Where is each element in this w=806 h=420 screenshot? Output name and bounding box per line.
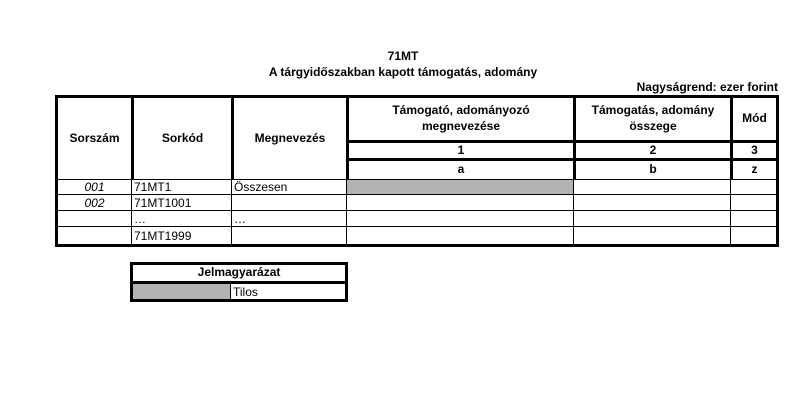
row4-megnevezes: [232, 227, 346, 244]
legend-title: Jelmagyarázat: [133, 265, 345, 281]
row2-col-z[interactable]: [731, 195, 776, 210]
row3-sorszam: [58, 211, 131, 226]
row1-col-a-forbidden: [347, 180, 573, 194]
row2-col-a[interactable]: [347, 195, 573, 210]
header-col3: Mód: [733, 98, 776, 140]
form-code: 71MT: [387, 49, 419, 63]
row1-col-b[interactable]: [574, 180, 730, 194]
col-number-1: 1: [349, 143, 573, 158]
row1-sorkod: 71MT1: [132, 180, 231, 194]
row4-sorszam: [58, 227, 131, 244]
header-col2: Támogatás, adomány összege: [576, 98, 730, 140]
row4-col-b[interactable]: [574, 227, 730, 244]
header-sorszam: Sorszám: [58, 98, 131, 179]
row3-col-z[interactable]: [731, 211, 776, 226]
col-number-3: 3: [733, 143, 776, 158]
row2-megnevezes: [232, 195, 346, 210]
row3-col-b[interactable]: [574, 211, 730, 226]
col-letter-a: a: [349, 161, 573, 179]
legend-forbidden-label: Tilos: [231, 284, 345, 299]
row2-sorszam: 002: [58, 195, 131, 210]
form-title: A tárgyidőszakban kapott támogatás, adomány: [268, 65, 538, 79]
row3-megnevezes: …: [232, 211, 346, 226]
header-col1: Támogató, adományozó megnevezése: [349, 98, 573, 140]
col-letter-b: b: [576, 161, 730, 179]
col-number-2: 2: [576, 143, 730, 158]
header-sorkod: Sorkód: [134, 98, 231, 179]
header-megnevezes: Megnevezés: [234, 98, 346, 179]
legend-forbidden-swatch: [133, 284, 230, 299]
col-letter-z: z: [733, 161, 776, 179]
row2-col-b[interactable]: [574, 195, 730, 210]
data-table: [55, 95, 779, 247]
row1-megnevezes: Összesen: [232, 180, 346, 194]
row1-col-z[interactable]: [731, 180, 776, 194]
row4-col-a[interactable]: [347, 227, 573, 244]
row4-sorkod: 71MT1999: [132, 227, 231, 244]
unit-label: Nagyságrend: ezer forint: [636, 80, 778, 94]
row1-sorszam: 001: [58, 180, 131, 194]
row4-col-z[interactable]: [731, 227, 776, 244]
row3-col-a[interactable]: [347, 211, 573, 226]
row3-sorkod: …: [132, 211, 231, 226]
legend-box: [130, 262, 348, 302]
row2-sorkod: 71MT1001: [132, 195, 231, 210]
